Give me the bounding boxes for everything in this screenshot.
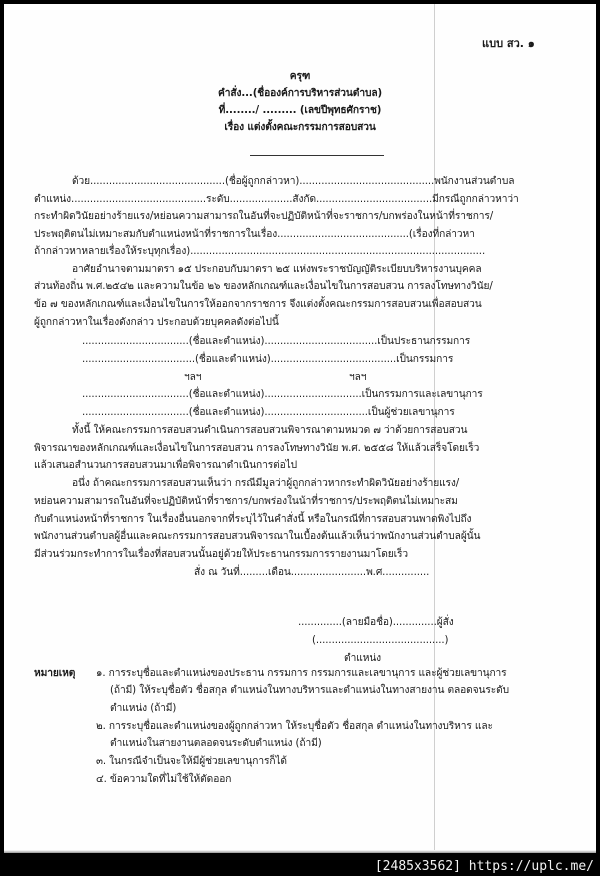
para2-line-4: ผู้ถูกกล่าวหาในเรื่องดังกล่าว ประกอบด้วยบุคคลดังต่อไปนี้	[34, 317, 279, 328]
committee-assistant-secretary: ..................................(ชื่อและตำแหน่ง).................................เป็นผู้ช่วยเลขานุการ	[82, 407, 455, 418]
para4-line-5: มีส่วนร่วมกระทำการในเรื่องที่สอบสวนนั้นอยู่ด้วยให้ประธานกรรมการรายงานมาโดยเร็ว	[34, 549, 409, 560]
etc-marker-left: ฯลฯ	[184, 372, 202, 383]
para2-line-3: ข้อ ๗ ของหลักเกณฑ์และเงื่อนไขในการให้ออกจากราชการ จึงแต่งตั้งคณะกรรมการสอบสวนเพื่อสอบสวน	[34, 299, 482, 310]
order-date-line: สั่ง ณ วันที่.........เดือน........................พ.ศ...............	[194, 567, 430, 578]
para1-line-5: ถ้ากล่าวหาหลายเรื่องให้ระบุทุกเรื่อง)..............................................................................................	[34, 246, 486, 257]
para1-line-1: ด้วย...........................................(ชื่อผู้ถูกกล่าวหา)...........................................พนักงานส่วนตำบล	[72, 176, 515, 187]
para2-line-1: อาศัยอำนาจตามมาตรา ๑๕ ประกอบกับมาตรา ๒๕ แห่งพระราชบัญญัติระเบียบบริหารงานบุคคล	[72, 264, 482, 275]
document-page	[4, 4, 596, 853]
header-divider	[250, 155, 384, 156]
para4-line-4: พนักงานส่วนตำบลผู้อื่นและคณะกรรมการสอบสวนพิจารณาในเบื้องต้นแล้วเห็นว่าพนักงานส่วนตำบลผู้นั้น	[34, 531, 481, 542]
note-1-line-3: ตำแหน่ง (ถ้ามี)	[110, 703, 177, 714]
page-bottom-edge	[4, 850, 596, 853]
committee-chair: ..................................(ชื่อและตำแหน่ง)....................................เป็นประธานกรรมการ	[82, 336, 471, 347]
note-1-line-2: (ถ้ามี) ให้ระบุชื่อตัว ชื่อสกุล ตำแหน่งในทางบริหารและตำแหน่งในทางสายงาน ตลอดจนระดับ	[110, 685, 509, 696]
para2-line-2: ส่วนท้องถิ่น พ.ศ.๒๕๔๒ และความในข้อ ๒๖ ของหลักเกณฑ์และเงื่อนไขในการสอบสวน การลงโทษทางวินัย/	[34, 281, 493, 292]
para3-line-1: ทั้งนี้ ให้คณะกรรมการสอบสวนดำเนินการสอบสวนพิจารณาตามหมวด ๗ ว่าด้วยการสอบสวน	[72, 425, 468, 436]
note-2-line-2: ตำแหน่งในสายงานตลอดจนระดับตำแหน่ง (ถ้ามี)	[110, 738, 322, 749]
para4-line-2: หย่อนความสามารถในอันที่จะปฏิบัติหน้าที่ราชการ/บกพร่องในน้าที่ราชการ/ประพฤติตนไม่เหมาะสม	[34, 496, 458, 507]
note-3: ๓. ในกรณีจำเป็นจะให้มีผู้ช่วยเลขานุการก็ได้	[96, 756, 287, 767]
signatory-name-line: (.........................................)	[312, 635, 449, 646]
para4-line-1: อนึ่ง ถ้าคณะกรรมการสอบสวนเห็นว่า กรณีมีมูลว่าผู้ถูกกล่าวหากระทำผิดวินัยอย่างร้ายแรง/	[72, 478, 460, 489]
para1-line-4: ประพฤติตนไม่เหมาะสมกับตำแหน่งหน้าที่ราชการในเรื่อง..........................................(เรื่องที่กล่าวหา	[34, 229, 475, 240]
note-4: ๔. ข้อความใดที่ไม่ใช้ให้ตัดออก	[96, 774, 232, 785]
garuda-emblem-label: ครุฑ	[289, 71, 311, 82]
form-code: แบบ สว. ๑	[482, 37, 535, 50]
etc-marker-right: ฯลฯ	[349, 372, 367, 383]
image-source-caption[interactable]: [2485x3562] https://uplc.me/	[374, 859, 594, 874]
para1-line-3: กระทำผิดวินัยอย่างร้ายแรง/หย่อนความสามารถในอันที่จะปฏิบัติหน้าที่จะราชการ/บกพร่องในหน้าที่ราชการ/	[34, 211, 494, 222]
order-title: คำสั่ง...(ชื่อองค์การบริหารส่วนตำบล)	[217, 88, 383, 99]
note-2-line-1: ๒. การระบุชื่อและตำแหน่งของผู้ถูกกล่าวหา ให้ระบุชื่อตัว ชื่อสกุล ตำแหน่งในทางบริหาร และ	[96, 721, 493, 732]
signatory-position: ตำแหน่ง	[344, 653, 382, 664]
signature-line: ..............(ลายมือชื่อ)..............ผู้สั่ง	[298, 617, 454, 628]
note-1-line-1: ๑. การระบุชื่อและตำแหน่งของประธาน กรรมการ กรรมการและเลขานุการ และผู้ช่วยเลขานุการ	[96, 668, 507, 679]
committee-member: ....................................(ชื่อและตำแหน่ง)........................................เป็นกรรมการ	[82, 354, 454, 365]
order-subject: เรื่อง แต่งตั้งคณะกรรมการสอบสวน	[224, 122, 376, 133]
para3-line-2: พิจารณาของหลักเกณฑ์และเงื่อนไขในการสอบสวน การลงโทษทางวินัย พ.ศ. ๒๕๕๘ ให้แล้วเสร็จโดยเร็ว	[34, 443, 480, 454]
order-number: ที่......../ ......... (เลขปีพุทธศักราช)	[218, 105, 382, 116]
para3-line-3: แล้วเสนอสำนวนการสอบสวนมาเพื่อพิจารณาดำเนินการต่อไป	[34, 460, 297, 471]
notes-label: หมายเหตุ	[34, 668, 76, 679]
para1-line-2: ตำแหน่ง...........................................ระดับ....................สังกัด.....................................มีกรณีถูกกล่าวหาว่า	[34, 194, 519, 205]
committee-secretary: ..................................(ชื่อและตำแหน่ง)...............................เป็นกรรมการและเลขานุการ	[82, 389, 483, 400]
para4-line-3: กับตำแหน่งหน้าที่ราชการ ในเรื่องอื่นนอกจากที่ระบุไว้ในคำสั่งนี้ หรือในกรณีที่การสอบสวนพาดพิงไปถึง	[34, 514, 472, 525]
